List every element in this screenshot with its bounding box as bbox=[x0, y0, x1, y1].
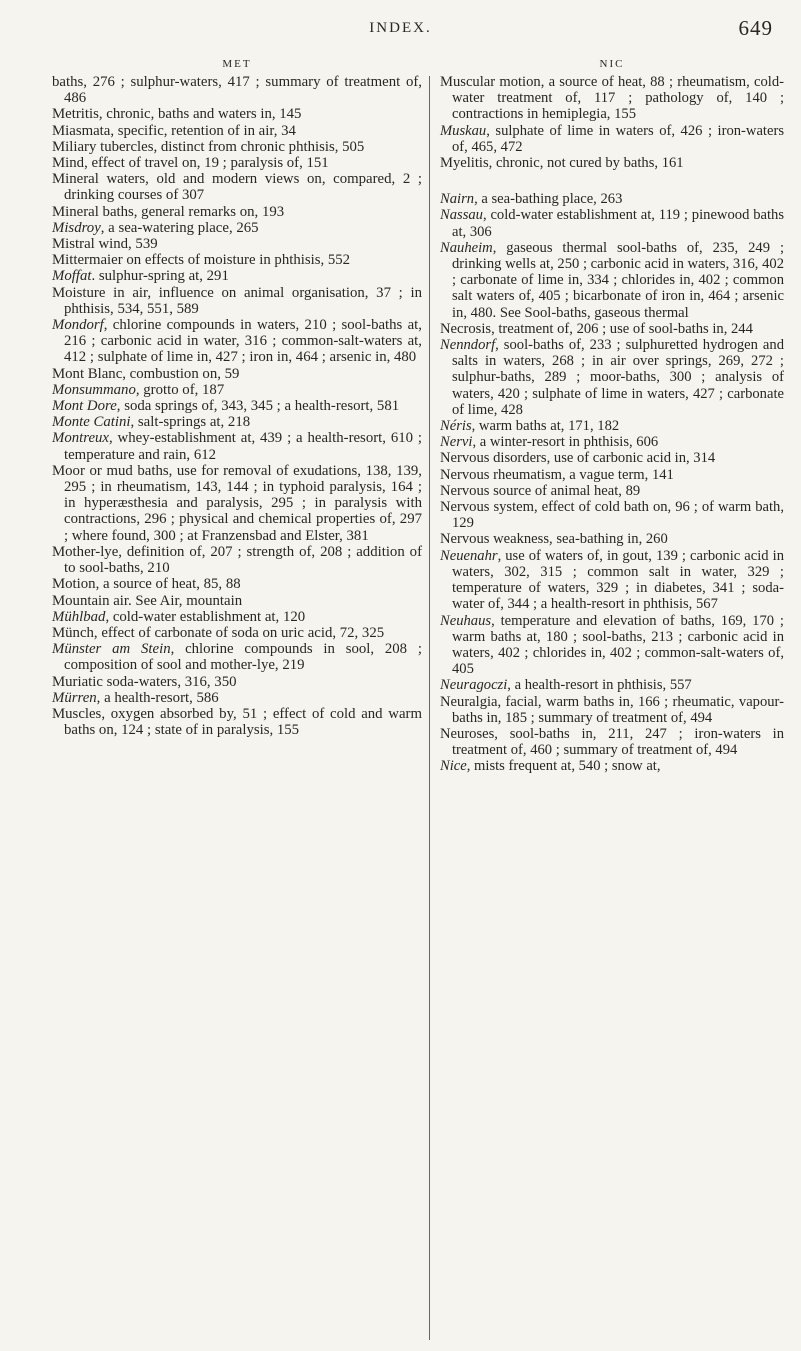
index-entry bbox=[52, 414, 422, 430]
index-entry bbox=[52, 139, 422, 155]
index-entry bbox=[52, 641, 422, 673]
entry-text: . sulphur-spring at, 291 bbox=[91, 268, 229, 285]
entry-heading: Néris bbox=[440, 418, 472, 435]
entry-text: Nervous disorders, use of carbonic acid in, 314 bbox=[440, 450, 716, 467]
entry-text: Muscles, oxygen absorbed by, 51 ; effect of cold and warm baths on, 124 ; state of in paralysis, 155 bbox=[52, 705, 422, 739]
entry-text: , gaseous thermal sool-baths of, 235, 249 ; drinking wells at, 250 ; carbonic acid in waters, 316, 402 ; carbonate of lime in, 334 ; chlorides in, 402 ; common salt waters of, 405 ; bicarbonate of iron in, 464 ; arsenic in, 480. See Sool-baths, gaseous thermal bbox=[452, 239, 784, 321]
entry-heading: Mühlbad bbox=[52, 608, 106, 625]
entry-text: , a winter-resort in phthisis, 606 bbox=[472, 434, 659, 451]
entry-text: , temperature and elevation of baths, 169, 170 ; warm baths at, 180 ; sool-baths, 213 ; carbonic acid in waters, 402 ; chlorides in, 402 ; common-salt-waters of, 405 bbox=[452, 612, 784, 678]
index-entry bbox=[440, 155, 784, 171]
entry-text: , cold-water establishment at, 120 bbox=[105, 608, 306, 625]
index-entry bbox=[52, 285, 422, 317]
entry-text: baths, 276 ; sulphur-waters, 417 ; summary of treatment of, 486 bbox=[52, 74, 422, 107]
entry-heading: Mürren bbox=[52, 689, 97, 706]
entry-text: , mists frequent at, 540 ; snow at, bbox=[466, 758, 661, 775]
entry-text: Mineral baths, general remarks on, 193 bbox=[52, 203, 285, 220]
entry-heading: Nauheim bbox=[440, 239, 493, 256]
index-entry bbox=[440, 467, 784, 483]
index-entry bbox=[440, 207, 784, 239]
entry-heading: Mont Dore bbox=[52, 398, 117, 415]
entry-text: Nervous source of animal heat, 89 bbox=[440, 482, 641, 499]
entry-text: , sool-baths of, 233 ; sulphuretted hydrogen and salts in waters, 268 ; in air over springs, 269, 272 ; sulphur-baths, 289 ; moor-baths, 300 ; analysis of waters, 420 ; sulphate of lime in waters, 427 ; carbonate of lime, 428 bbox=[452, 337, 784, 418]
entry-text: , warm baths at, 171, 182 bbox=[471, 418, 620, 435]
entry-text: , a health-resort in phthisis, 557 bbox=[507, 677, 692, 694]
entry-text: Moisture in air, influence on animal organisation, 37 ; in phthisis, 534, 551, 589 bbox=[52, 284, 422, 317]
entry-heading: Nassau bbox=[440, 207, 483, 224]
index-entry bbox=[52, 382, 422, 398]
entry-text: Mittermaier on effects of moisture in phthisis, 552 bbox=[52, 252, 351, 269]
entry-heading: Mondorf bbox=[52, 317, 104, 334]
index-entry bbox=[440, 531, 784, 547]
index-entry bbox=[440, 548, 784, 613]
entry-heading: Moffat bbox=[52, 268, 92, 285]
entry-heading: Misdroy bbox=[52, 219, 101, 236]
entry-text: , use of waters of, in gout, 139 ; carbonic acid in waters, 302, 315 ; common salt in water, 329 ; temperature of waters, 329 ; in diabetes, 341 ; soda-water of, 344 ; a health-resort in phthisis, 567 bbox=[452, 547, 784, 613]
entry-heading: Monsummano bbox=[52, 381, 136, 398]
index-entry bbox=[440, 613, 784, 678]
entry-heading: Muskau bbox=[440, 122, 487, 139]
entry-heading: Neuragoczi bbox=[440, 677, 508, 694]
entry-heading: Neuhaus bbox=[440, 612, 492, 629]
entry-heading: Nice bbox=[440, 758, 467, 775]
entry-text: Neuralgia, facial, warm baths in, 166 ; rheumatic, vapour-baths in, 185 ; summary of treatment of, 494 bbox=[440, 693, 784, 726]
entry-text: Miliary tubercles, distinct from chronic phthisis, 505 bbox=[52, 138, 365, 155]
page-number: 649 bbox=[738, 16, 773, 40]
entry-text: Nervous weakness, sea-bathing in, 260 bbox=[440, 531, 668, 548]
entry-text: , chlorine compounds in waters, 210 ; sool-baths at, 216 ; carbonic acid in water, 316 ; common-salt-waters at, 412 ; sulphate of lime in, 427 ; iron in, 464 ; arsenic in, 480 bbox=[64, 317, 422, 366]
left-catchword: MET bbox=[222, 58, 252, 70]
index-entry bbox=[440, 758, 784, 774]
index-entry bbox=[52, 252, 422, 268]
entry-text: , soda springs of, 343, 345 ; a health-resort, 581 bbox=[116, 398, 400, 415]
entry-heading: Neuenahr bbox=[440, 547, 498, 564]
index-entry bbox=[440, 434, 784, 450]
index-entry bbox=[52, 544, 422, 576]
running-title: INDEX. bbox=[369, 20, 432, 36]
entry-heading: Nenndorf bbox=[440, 337, 496, 354]
index-entry bbox=[52, 625, 422, 641]
index-entry bbox=[52, 171, 422, 203]
index-entry bbox=[440, 418, 784, 434]
index-entry bbox=[440, 191, 784, 207]
running-head bbox=[0, 16, 801, 46]
entry-text: Mind, effect of travel on, 19 ; paralysis of, 151 bbox=[52, 155, 329, 172]
index-entry bbox=[440, 74, 784, 123]
left-column bbox=[52, 54, 422, 738]
index-entry bbox=[52, 366, 422, 382]
right-column bbox=[440, 54, 784, 775]
right-catchword: NIC bbox=[599, 58, 625, 70]
index-entry bbox=[440, 499, 784, 531]
index-entry bbox=[52, 674, 422, 690]
entry-text: , sulphate of lime in waters of, 426 ; iron-waters of, 465, 472 bbox=[452, 122, 784, 155]
entry-text: Metritis, chronic, baths and waters in, 145 bbox=[52, 106, 302, 123]
entry-text: Miasmata, specific, retention of in air, 34 bbox=[52, 122, 296, 139]
entry-text: , cold-water establishment at, 119 ; pinewood baths at, 306 bbox=[452, 207, 784, 240]
entry-text: , salt-springs at, 218 bbox=[130, 414, 251, 431]
index-entry bbox=[52, 690, 422, 706]
entry-text: Mountain air. See Air, mountain bbox=[52, 592, 243, 609]
letter-section-gap bbox=[440, 171, 784, 191]
entry-text: Myelitis, chronic, not cured by baths, 161 bbox=[440, 155, 684, 172]
entry-text: Necrosis, treatment of, 206 ; use of sool-baths in, 244 bbox=[440, 320, 753, 337]
entry-heading: Nairn bbox=[440, 191, 475, 208]
entry-text: , whey-establishment at, 439 ; a health-resort, 610 ; temperature and rain, 612 bbox=[64, 430, 422, 463]
entry-text: , a sea-bathing place, 263 bbox=[474, 191, 623, 208]
index-entry bbox=[440, 240, 784, 321]
index-entry bbox=[52, 463, 422, 544]
entry-text: Nervous rheumatism, a vague term, 141 bbox=[440, 466, 674, 483]
entry-text: Motion, a source of heat, 85, 88 bbox=[52, 576, 241, 593]
index-entry bbox=[52, 430, 422, 462]
entry-text: Moor or mud baths, use for removal of exudations, 138, 139, 295 ; in rheumatism, 143, 144 ; in typhoid paralysis, 164 ; in hyperæsthesia and paralysis, 295 ; in paralysis with contractions, 296 ; physical and chemical properties of, 297 ; where found, 300 ; at Franzensbad and Elster, 381 bbox=[52, 462, 422, 544]
index-entry bbox=[440, 337, 784, 418]
entry-text: Nervous system, effect of cold bath on, 96 ; of warm bath, 129 bbox=[440, 499, 784, 532]
index-entry bbox=[52, 106, 422, 122]
entry-text: , a sea-watering place, 265 bbox=[100, 219, 259, 236]
index-entry bbox=[440, 483, 784, 499]
entry-text: Mont Blanc, combustion on, 59 bbox=[52, 365, 240, 382]
entry-text: Mistral wind, 539 bbox=[52, 236, 158, 253]
right-entry-list bbox=[440, 74, 784, 775]
index-entry bbox=[440, 677, 784, 693]
entry-text: Münch, effect of carbonate of soda on uric acid, 72, 325 bbox=[52, 624, 385, 641]
index-entry bbox=[440, 726, 784, 758]
index-entry bbox=[52, 593, 422, 609]
index-entry bbox=[52, 317, 422, 366]
entry-heading: Monte Catini bbox=[52, 414, 131, 431]
entry-heading: Montreux bbox=[52, 430, 109, 447]
index-entry bbox=[52, 576, 422, 592]
index-entry bbox=[440, 123, 784, 155]
index-entry bbox=[52, 236, 422, 252]
index-entry bbox=[52, 74, 422, 106]
column-rule bbox=[429, 76, 430, 1340]
index-entry bbox=[440, 450, 784, 466]
index-entry bbox=[52, 706, 422, 738]
left-entry-list bbox=[52, 74, 422, 738]
entry-text: Mother-lye, definition of, 207 ; strength of, 208 ; addition of to sool-baths, 210 bbox=[52, 543, 422, 577]
index-entry bbox=[52, 204, 422, 220]
index-entry bbox=[52, 268, 422, 284]
index-entry bbox=[52, 398, 422, 414]
entry-text: Muriatic soda-waters, 316, 350 bbox=[52, 673, 237, 690]
index-entry bbox=[52, 123, 422, 139]
entry-heading: Münster am Stein bbox=[52, 641, 171, 658]
index-entry bbox=[440, 321, 784, 337]
entry-text: , a health-resort, 586 bbox=[96, 689, 219, 706]
entry-text: Neuroses, sool-baths in, 211, 247 ; iron-waters in treatment of, 460 ; summary of treatment of, 494 bbox=[440, 725, 784, 759]
index-entry bbox=[52, 155, 422, 171]
entry-text: , chlorine compounds in sool, 208 ; composition of sool and mother-lye, 219 bbox=[64, 641, 422, 674]
index-entry bbox=[440, 694, 784, 726]
entry-heading: Nervi bbox=[440, 434, 473, 451]
index-entry bbox=[52, 220, 422, 236]
entry-text: , grotto of, 187 bbox=[135, 381, 225, 398]
index-entry bbox=[52, 609, 422, 625]
entry-text: Muscular motion, a source of heat, 88 ; rheumatism, cold-water treatment of, 117 ; pathology of, 140 ; contractions in hemiplegia, 155 bbox=[440, 74, 784, 123]
entry-text: Mineral waters, old and modern views on, compared, 2 ; drinking courses of 307 bbox=[52, 171, 422, 204]
